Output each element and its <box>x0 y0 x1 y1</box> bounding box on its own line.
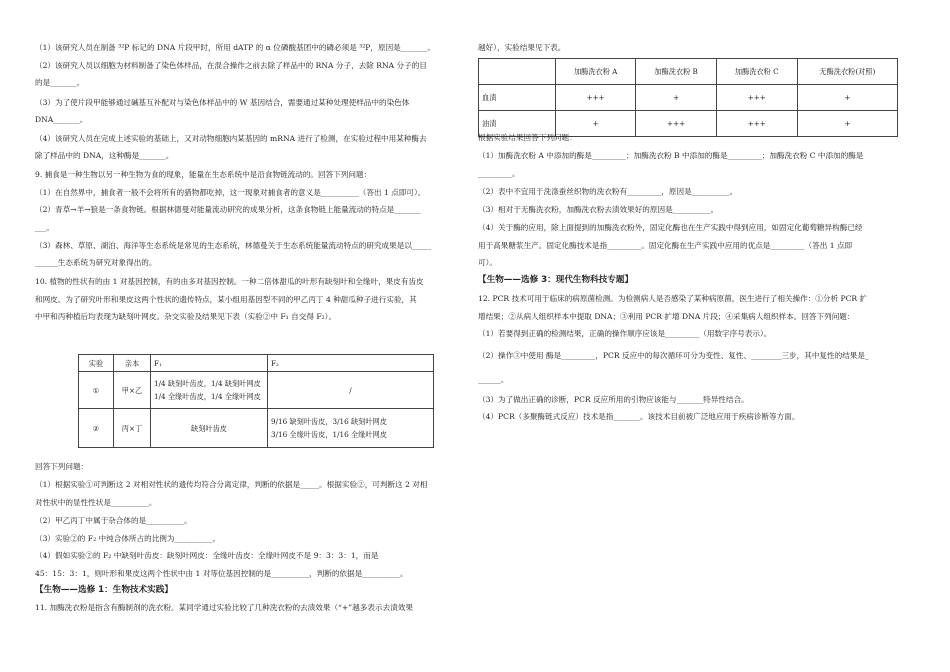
table-header-row <box>79 355 434 372</box>
table-cell: +++ <box>636 111 717 137</box>
q11-intro: 11. 加酶洗衣粉是指含有酶制剂的洗衣粉。某同学通过实验比较了几种洗衣粉的去渍效果（“+”越多表示去渍效果 <box>35 603 413 612</box>
q8-part4-line1: （4）该研究人员在完成上述实验的基础上，又对动物细胞内某基因的 mRNA 进行了检测，在实验过程中用某种酶去 <box>35 134 427 143</box>
table-cell: / <box>268 372 434 409</box>
q10-intro-line2: 和网皮。为了研究叶形和果皮这两个性状的遗传特点，某小组用基因型不同的甲乙丙丁 4 种甜瓜种子进行实验，其 <box>35 295 417 304</box>
cell-line: 1/4 缺刻叶齿皮，1/4 缺刻叶网皮 <box>154 379 261 388</box>
table-header-cell: 实验 <box>79 355 114 372</box>
table-cell: ② <box>79 409 114 448</box>
q12-part2-line2: ______。 <box>478 375 509 384</box>
table-row <box>479 85 898 111</box>
table-cell: + <box>797 85 897 111</box>
table-cell: 甲×乙 <box>114 372 151 409</box>
q8-part3-line2: DNA_______。 <box>35 115 88 124</box>
q10-answer-intro: 回答下列问题： <box>35 462 89 471</box>
q9-part1: （1）在自然界中，捕食者一般不会将所有的猎物都吃掉，这一现象对捕食者的意义是__________（答出 1 点即可）。 <box>35 188 426 197</box>
table-cell: + <box>636 85 717 111</box>
q12-part3: （3）为了做出正确的诊断，PCR 反应所用的引物应该能与_______特异性结合。 <box>478 395 749 404</box>
table-cell <box>268 409 434 448</box>
table-cell: + <box>556 111 636 137</box>
table-header-row <box>479 59 898 85</box>
cell-line: 9/16 缺刻叶齿皮，3/16 缺刻叶网皮 <box>271 417 387 426</box>
table-cell: 缺刻叶齿皮 <box>151 409 268 448</box>
q11-intro-continued: 越好），实验结果见下表。 <box>478 43 566 52</box>
q10-part3: （3）实验②的 F₂ 中纯合体所占的比例为__________。 <box>35 534 221 543</box>
q8-part4-line2: 除了样品中的 DNA，这种酶是_______。 <box>35 151 174 160</box>
table-header-cell <box>479 59 556 85</box>
table-header-cell: 无酶洗衣粉(对照) <box>797 59 897 85</box>
table-header-cell: 加酶洗衣粉 A <box>556 59 636 85</box>
table-cell: +++ <box>716 85 797 111</box>
q10-part4-line2: 45：15：3：1，则叶形和果皮这两个性状中由 1 对等位基因控制的是__________，判断的依据是__________。 <box>35 569 408 578</box>
q11-part4-line3: 可）。 <box>478 258 497 267</box>
q12-intro-line1: 12. PCR 技术可用于临床的病原菌检测。为检测病人是否感染了某种病原菌，医生进行了相关操作：①分析 PCR 扩 <box>478 294 868 303</box>
cell-line: 3/16 全缘叶齿皮，1/16 全缘叶网皮 <box>271 430 387 439</box>
q10-part4-line1: （4）假如实验②的 F₂ 中缺刻叶齿皮：缺刻叶网皮：全缘叶齿皮：全缘叶网皮不是 9：3：3：1，而是 <box>35 551 379 560</box>
q10-cross-table <box>78 354 434 448</box>
q11-part4-line2: 用于高果糖浆生产。固定化酶技术是指_________。固定化酶在生产实践中应用的优点是_________（答出 1 点即 <box>478 241 853 250</box>
q9-part3-line1: （3）森林、草原、湖泊、海洋等生态系统是常见的生态系统，林德曼关于生态系统能量流动特点的研究成果是以_____ <box>35 241 431 250</box>
q12-part2-line1: （2）操作③中使用 酶是_________，PCR 反应中的每次循环可分为变性、复性、________三步，其中复性的结果是_ <box>478 351 869 360</box>
table-cell: +++ <box>716 111 797 137</box>
q8-part2-line2: 的是_______。 <box>35 78 85 87</box>
table-header-cell: 加酶洗衣粉 B <box>636 59 717 85</box>
table-cell: + <box>797 111 897 137</box>
q9-part2-line2: ___。 <box>35 223 54 232</box>
section-heading-elective1: 【生物——选修 1：生物技术实践】 <box>35 585 173 595</box>
q10-part2: （2）甲乙丙丁中属于杂合体的是__________。 <box>35 516 192 525</box>
table-cell: ① <box>79 372 114 409</box>
q11-part3: （3）相对于无酶洗衣粉，加酶洗衣粉去渍效果好的原因是__________。 <box>478 205 719 214</box>
table-cell: 血渍 <box>479 85 556 111</box>
q10-intro-line3: 中甲和丙种植后均表现为缺刻叶网皮。杂交实验及结果见下表（实验②中 F₁ 自交得 F₂）。 <box>35 312 337 321</box>
q12-part1: （1）若要得到正确的检测结果，正确的操作顺序应该是_________（用数字序号表示）。 <box>478 329 772 338</box>
table-header-cell: F₁ <box>151 355 268 372</box>
table-cell <box>151 372 268 409</box>
q9-intro: 9. 捕食是一种生物以另一种生物为食的现象，能量在生态系统中是沿食物链流动的。回答下列问题： <box>35 170 372 179</box>
table-cell: 油渍 <box>479 111 556 137</box>
table-cell: +++ <box>556 85 636 111</box>
cell-line: 1/4 全缘叶齿皮，1/4 全缘叶网皮 <box>154 392 261 401</box>
q8-part1: （1）该研究人员在制备 ³²P 标记的 DNA 片段甲时，所用 dATP 的 α 位磷酸基团中的磷必须是 ³²P，原因是_______。 <box>35 43 435 52</box>
q11-part1-line1: （1）加酶洗衣粉 A 中添加的酶是_________；加酶洗衣粉 B 中添加的酶是_________；加酶洗衣粉 C 中添加的酶是 <box>478 151 864 160</box>
q11-part2: （2）表中不宜用于洗涤蚕丝织物的洗衣粉有_________，原因是__________。 <box>478 187 738 196</box>
q11-part1-line2: _________。 <box>478 169 520 178</box>
table-cell: 丙×丁 <box>114 409 151 448</box>
section-heading-elective3: 【生物——选修 3：现代生物科技专题】 <box>478 275 634 285</box>
q11-stain-table <box>478 58 898 137</box>
q8-part2-line1: （2）该研究人员以细胞为材料制备了染色体样品，在混合操作之前去除了样品中的 RNA 分子，去除 RNA 分子的目 <box>35 61 427 70</box>
q10-part1-line1: （1）根据实验①可判断这 2 对相对性状的遗传均符合分离定律，判断的依据是_____。根据实验②，可判断这 2 对相 <box>35 480 428 489</box>
table-header-cell: F₂ <box>268 355 434 372</box>
q8-part3-line1: （3）为了使片段甲能够通过碱基互补配对与染色体样品中的 W 基因结合，需要通过某种处理使样品中的染色体 <box>35 98 410 107</box>
q11-part4-line1: （4）关于酶的应用，除上面提到的加酶洗衣粉外，固定化酶也在生产实践中得到应用，如固定化葡萄糖异构酶已经 <box>478 223 863 232</box>
q10-part1-line2: 对性状中的显性性状是__________。 <box>35 498 157 507</box>
q9-part2-line1: （2）青草→羊→狼是一条食物链。根据林德曼对能量流动研究的成果分析，这条食物链上能量流动的特点是_______ <box>35 205 421 214</box>
q10-intro-line1: 10. 植物的性状有的由 1 对基因控制，有的由多对基因控制。一种二倍体甜瓜的叶形有缺刻叶和全缘叶，果皮有齿皮 <box>35 277 424 286</box>
table-header-cell: 加酶洗衣粉 C <box>716 59 797 85</box>
q9-part3-line2: ______生态系统为研究对象得出的。 <box>35 258 157 267</box>
q12-part4: （4）PCR（多聚酶链式反应）技术是指_______。该技术目前被广泛地应用于疾病诊断等方面。 <box>478 412 800 421</box>
table-header-cell: 亲本 <box>114 355 151 372</box>
table-row <box>79 372 434 409</box>
q11-answer-intro: 根据实验结果回答下列问题： <box>478 133 577 142</box>
table-row <box>79 409 434 448</box>
q12-intro-line2: 增结果；②从病人组织样本中提取 DNA；③利用 PCR 扩增 DNA 片段；④采集病人组织样本。回答下列问题： <box>478 312 855 321</box>
